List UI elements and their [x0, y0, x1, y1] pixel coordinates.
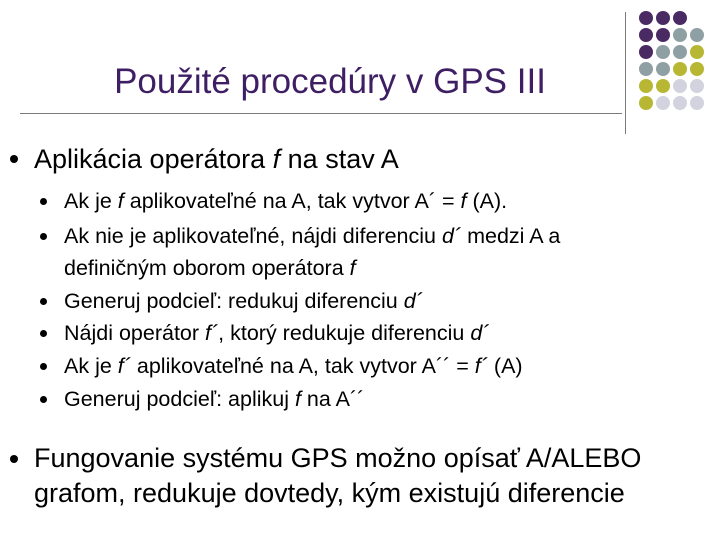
text-run: Generuj podcieľ: redukuj diferenciu [64, 289, 404, 313]
sub-bullet-text-3 [64, 288, 423, 314]
text-run: , ktorý redukuje diferenciu [218, 321, 471, 345]
sub-bullet-marker [40, 198, 47, 205]
sub-bullet-marker [40, 330, 47, 337]
text-run: (A) [487, 354, 523, 378]
decor-dot [673, 96, 687, 110]
decor-dot [690, 96, 704, 110]
text-run-italic: f´ [205, 321, 219, 345]
sub-bullet-marker [40, 298, 47, 305]
sub-bullet-text-1 [64, 188, 507, 214]
text-run: na A´´ [300, 387, 365, 411]
sub-bullet-marker [40, 396, 47, 403]
text-run-italic: d´ [441, 224, 462, 248]
slide-title: Použité procedúry v GPS III [114, 62, 546, 101]
text-run-italic: f [294, 387, 301, 411]
decor-dot [690, 62, 704, 76]
sub-bullet-marker [40, 363, 47, 370]
sub-bullet-text-6 [64, 386, 364, 412]
text-run: (A). [466, 189, 508, 213]
text-run: Aplikácia operátora [34, 144, 273, 174]
decor-dot [673, 62, 687, 76]
sub-bullet-marker [40, 233, 47, 240]
text-run-italic: f´ [117, 354, 131, 378]
text-run: Generuj podcieľ: aplikuj [64, 387, 295, 411]
decor-dot [690, 79, 704, 93]
decor-dot [673, 28, 687, 42]
decor-dot [656, 11, 670, 25]
sub-bullet-text-4 [64, 320, 489, 346]
text-run-italic: d´ [403, 289, 423, 313]
bullet-text-2 [34, 442, 641, 474]
text-run: medzi A a [461, 224, 561, 248]
decor-dot [690, 28, 704, 42]
bullet-marker [10, 155, 18, 163]
text-run: na stav A [280, 144, 399, 174]
text-run: Ak je [64, 189, 118, 213]
text-run: Nájdi operátor [64, 321, 206, 345]
bullet-marker [10, 455, 18, 463]
sub-bullet-text-5 [64, 353, 523, 379]
text-run: Ak nie je aplikovateľné, nájdi diferenciu [64, 224, 442, 248]
horizontal-divider [20, 113, 622, 114]
text-run-italic: f [460, 189, 467, 213]
bullet-text-2-cont [34, 477, 625, 509]
decor-dot [639, 11, 653, 25]
text-run-italic: d´ [470, 321, 490, 345]
sub-bullet-text-2-cont [64, 255, 356, 281]
decor-dot [690, 45, 704, 59]
text-run: Ak je [64, 354, 118, 378]
text-run: grafom, redukuje dovtedy, kým existujú diferencie [34, 478, 625, 508]
text-run: definičným oborom operátora [64, 256, 350, 280]
decor-dot [656, 45, 670, 59]
sub-bullet-text-2 [64, 223, 560, 249]
text-run-italic: f [272, 144, 281, 174]
decor-dot [639, 45, 653, 59]
text-run-italic: f [349, 256, 356, 280]
text-run-italic: f´ [474, 354, 488, 378]
text-run: aplikovateľné na A, tak vytvor A´ = [123, 189, 461, 213]
decor-dot [673, 11, 687, 25]
decor-dot [673, 45, 687, 59]
bullet-text-1 [34, 143, 399, 175]
decor-dot [673, 79, 687, 93]
text-run: aplikovateľné na A, tak vytvor A´´ = [130, 354, 475, 378]
text-run: Fungovanie systému GPS možno opísať A/ALEBO [34, 443, 642, 473]
text-run-italic: f [117, 189, 124, 213]
decor-dot [656, 28, 670, 42]
decor-dot [639, 28, 653, 42]
